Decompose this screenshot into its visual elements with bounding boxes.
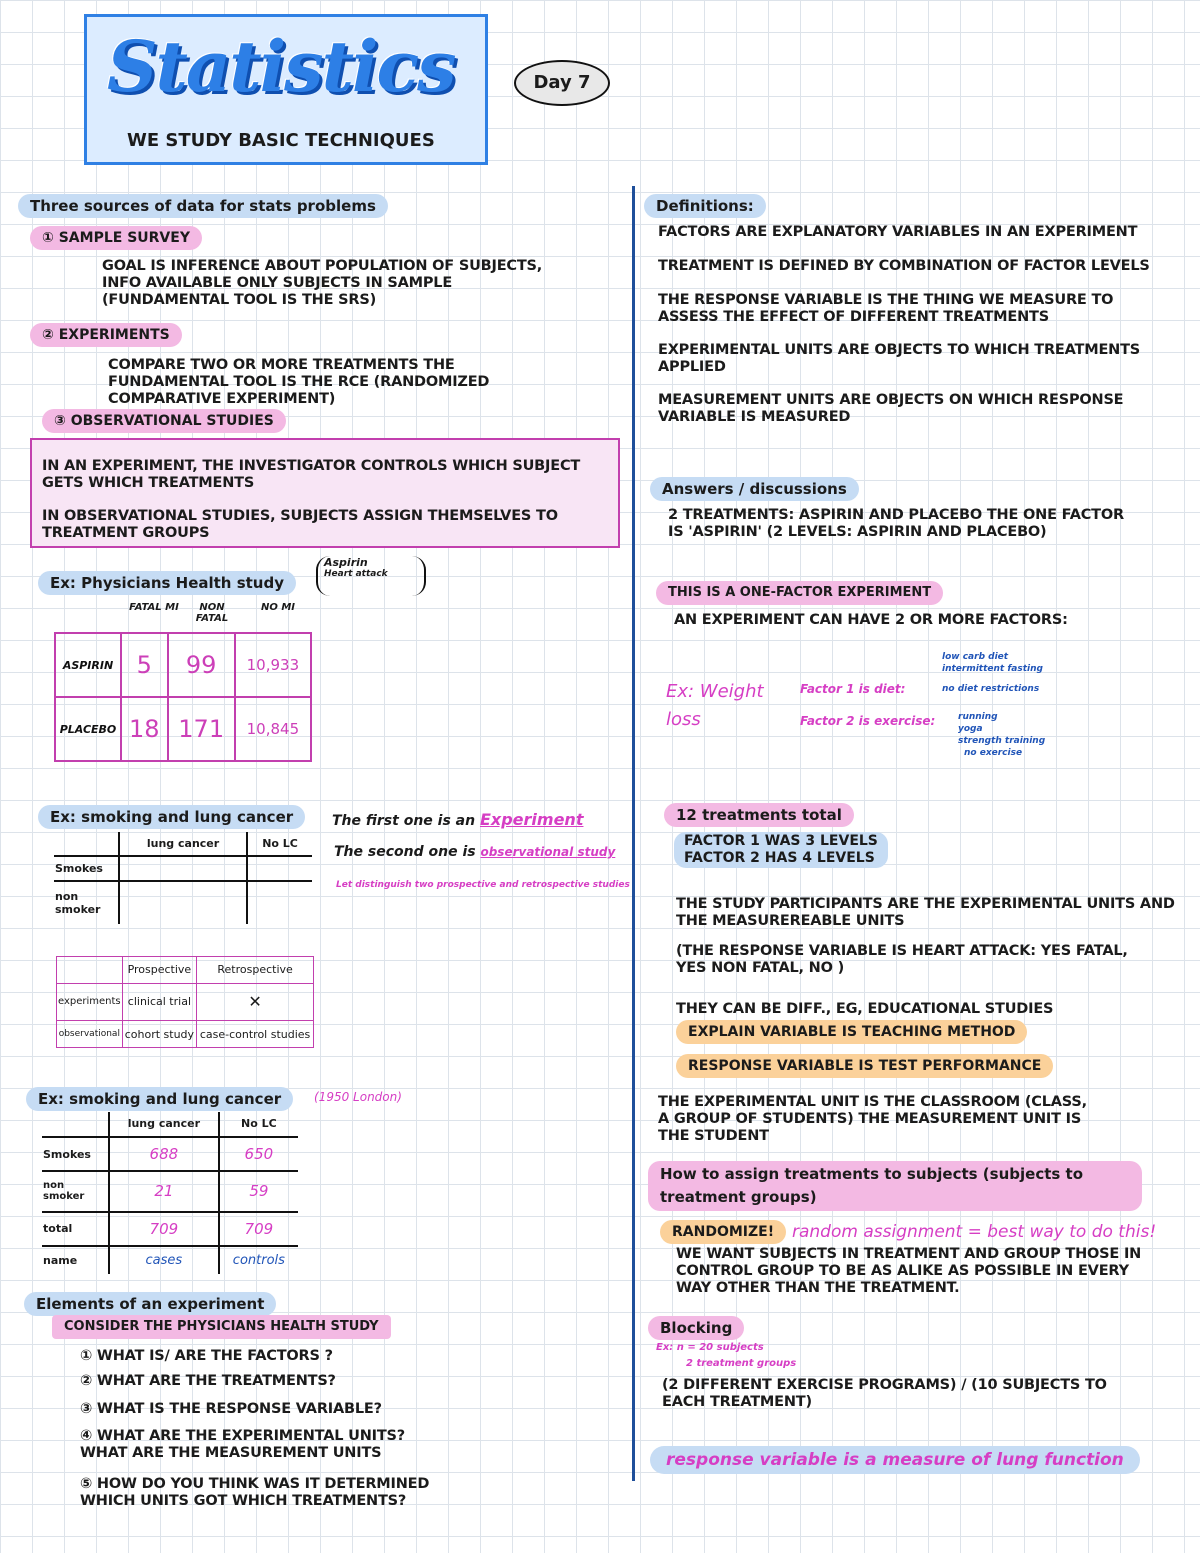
smoke1-note-1 xyxy=(332,810,583,829)
pr-row-label: experiments xyxy=(57,983,123,1020)
smoke2-row-label: name xyxy=(42,1246,109,1274)
smoke2-cell: 650 xyxy=(219,1137,298,1171)
factor1-label: Factor 1 is diet: xyxy=(800,682,906,696)
physicians-note xyxy=(316,556,426,596)
factor-levels-1: FACTOR 1 WAS 3 LEVELS xyxy=(684,833,878,849)
definition-5: MEASUREMENT UNITS ARE OBJECTS ON WHICH RESPONSE VARIABLE IS MEASURED xyxy=(658,392,1124,425)
prospective-table xyxy=(56,956,314,1048)
blocking-heading: Blocking xyxy=(648,1316,744,1340)
smoke2-cell: controls xyxy=(219,1246,298,1274)
random-note: random assignment = best way to do this! xyxy=(792,1222,1157,1242)
phys-cell: 99 xyxy=(168,633,235,697)
smoke2-cell: 59 xyxy=(219,1171,298,1212)
lung-note: response variable is a measure of lung function xyxy=(650,1446,1140,1474)
smoke1-note-2b: observational study xyxy=(480,845,616,859)
factor2-level-3: strength training xyxy=(958,736,1046,746)
definition-1: FACTORS ARE EXPLANATORY VARIABLES IN AN EXPERIMENT xyxy=(658,224,1138,240)
table-row xyxy=(57,1021,314,1048)
phys-row-label: PLACEBO xyxy=(55,697,121,761)
table-row xyxy=(54,881,312,924)
smoking1-heading: Ex: smoking and lung cancer xyxy=(38,805,305,829)
pr-cell: cohort study xyxy=(122,1021,196,1048)
factor2-label: Factor 2 is exercise: xyxy=(800,714,936,728)
response-text: (THE RESPONSE VARIABLE IS HEART ATTACK: YES FATAL, YES NON FATAL, NO ) xyxy=(676,943,1128,976)
table-row xyxy=(42,1137,298,1171)
factor-levels-box xyxy=(674,832,888,868)
table-row xyxy=(55,633,311,697)
phys-col-2: NO MI xyxy=(260,602,296,613)
question-4: ④ WHAT ARE THE EXPERIMENTAL UNITS? WHAT ARE THE MEASUREMENT UNITS xyxy=(80,1428,405,1461)
survey-label: ① SAMPLE SURVEY xyxy=(30,226,202,250)
phys-cell: 18 xyxy=(121,697,168,761)
answers-text: 2 TREATMENTS: ASPIRIN AND PLACEBO THE ONE FACTOR IS 'ASPIRIN' (2 LEVELS: ASPIRIN AND PLACEBO) xyxy=(668,507,1124,540)
table-row xyxy=(57,983,314,1020)
definition-3: THE RESPONSE VARIABLE IS THE THING WE MEASURE TO ASSESS THE EFFECT OF DIFFERENT TREATMENTS xyxy=(658,292,1114,325)
smoke1-col: No LC xyxy=(247,832,312,856)
smoke1-note-2 xyxy=(334,844,615,860)
pr-row-label: observational xyxy=(57,1021,123,1048)
smoking1-table xyxy=(54,832,312,924)
phys-cell: 5 xyxy=(121,633,168,697)
smoke2-row-label: Smokes xyxy=(42,1137,109,1171)
can-be-diff: THEY CAN BE DIFF., EG, EDUCATIONAL STUDIES xyxy=(676,1001,1054,1017)
title-box xyxy=(84,14,488,165)
factor2-level-2: yoga xyxy=(958,724,983,734)
experiments-text: COMPARE TWO OR MORE TREATMENTS THE FUNDAMENTAL TOOL IS THE RCE (RANDOMIZED COMPARATIVE EXPERIMENT) xyxy=(108,357,490,407)
phys-col-0: FATAL MI xyxy=(129,602,179,613)
smoking2-heading: Ex: smoking and lung cancer xyxy=(26,1087,293,1111)
pr-col: Prospective xyxy=(122,957,196,984)
box-text-experiment: IN AN EXPERIMENT, THE INVESTIGATOR CONTROLS WHICH SUBJECT GETS WHICH TREATMENTS xyxy=(42,458,581,491)
smoking2-table xyxy=(42,1112,298,1274)
factor2-level-4: no exercise xyxy=(964,748,1023,758)
factor1-level-1: low carb diet xyxy=(942,652,1009,662)
smoke2-row-label: total xyxy=(42,1212,109,1246)
smoke2-cell: cases xyxy=(109,1246,219,1274)
unit-text: THE EXPERIMENTAL UNIT IS THE CLASSROOM (CLASS, A GROUP OF STUDENTS) THE MEASUREMENT UNIT IS THE STUDENT xyxy=(658,1094,1087,1144)
smoke2-cell: 709 xyxy=(219,1212,298,1246)
phys-col-1: NON FATAL xyxy=(195,602,229,624)
experiments-label: ② EXPERIMENTS xyxy=(30,323,182,347)
page-title: Statistics xyxy=(107,25,455,108)
question-3: ③ WHAT IS THE RESPONSE VARIABLE? xyxy=(80,1401,382,1417)
smoke1-note-1a: The first one is an xyxy=(332,813,476,829)
pr-cell: ✕ xyxy=(197,983,314,1020)
day-badge: Day 7 xyxy=(514,60,610,106)
table-row xyxy=(42,1171,298,1212)
weight-label: Ex: Weight loss xyxy=(666,681,764,730)
blocking-note-1: Ex: n = 20 subjects xyxy=(656,1342,764,1353)
smoke2-row-label: non smoker xyxy=(42,1171,109,1212)
pr-cell: clinical trial xyxy=(122,983,196,1020)
phys-row-label: ASPIRIN xyxy=(55,633,121,697)
treatments-total: 12 treatments total xyxy=(664,803,854,827)
question-5: ⑤ HOW DO YOU THINK WAS IT DETERMINED WHICH UNITS GOT WHICH TREATMENTS? xyxy=(80,1476,430,1509)
smoke1-note-2a: The second one is xyxy=(334,844,476,860)
factor1-level-3: no diet restrictions xyxy=(942,684,1040,694)
table-row xyxy=(42,1212,298,1246)
blocking-note-2: 2 treatment groups xyxy=(686,1358,797,1369)
smoke2-col: lung cancer xyxy=(109,1112,219,1137)
smoke1-col: lung cancer xyxy=(119,832,247,856)
blocking-text: (2 DIFFERENT EXERCISE PROGRAMS) / (10 SUBJECTS TO EACH TREATMENT) xyxy=(662,1377,1107,1410)
table-row xyxy=(42,1246,298,1274)
table-row xyxy=(42,1112,298,1137)
factor2-level-1: running xyxy=(958,712,998,722)
smoke1-row-label: non smoker xyxy=(54,881,119,924)
assign-heading: How to assign treatments to subjects (subjects to treatment groups) xyxy=(648,1161,1142,1211)
smoke2-cell: 21 xyxy=(109,1171,219,1212)
physicians-table xyxy=(54,632,312,762)
factor-levels-2: FACTOR 2 HAS 4 LEVELS xyxy=(684,850,875,866)
smoke2-cell: 709 xyxy=(109,1212,219,1246)
consider-label: CONSIDER THE PHYSICIANS HEALTH STUDY xyxy=(52,1315,391,1339)
phys-cell: 10,933 xyxy=(235,633,311,697)
definition-4: EXPERIMENTAL UNITS ARE OBJECTS TO WHICH TREATMENTS APPLIED xyxy=(658,342,1141,375)
phys-cell: 10,845 xyxy=(235,697,311,761)
physicians-note-aspirin: Aspirin xyxy=(324,556,368,569)
table-row xyxy=(55,697,311,761)
participants-text: THE STUDY PARTICIPANTS ARE THE EXPERIMENTAL UNITS AND THE MEASUREREABLE UNITS xyxy=(676,896,1175,929)
answers-heading: Answers / discussions xyxy=(650,477,859,501)
survey-text: GOAL IS INFERENCE ABOUT POPULATION OF SUBJECTS, INFO AVAILABLE ONLY SUBJECTS IN SAMPLE (FUNDAMENTAL TOOL IS THE SRS) xyxy=(102,258,543,308)
comparison-box xyxy=(30,438,620,548)
table-row xyxy=(54,856,312,881)
explain-label: EXPLAIN VARIABLE IS TEACHING METHOD xyxy=(676,1020,1027,1044)
question-2: ② WHAT ARE THE TREATMENTS? xyxy=(80,1373,336,1389)
observational-label: ③ OBSERVATIONAL STUDIES xyxy=(42,409,286,433)
physicians-note-heart: Heart attack xyxy=(324,569,388,579)
smoke1-row-label: Smokes xyxy=(54,856,119,881)
table-row xyxy=(54,832,312,856)
smoke2-col: No LC xyxy=(219,1112,298,1137)
smoke1-note-3: Let distinguish two prospective and retrospective studies xyxy=(336,880,630,890)
physicians-heading: Ex: Physicians Health study xyxy=(38,571,296,595)
definitions-heading: Definitions: xyxy=(644,194,766,218)
sources-heading: Three sources of data for stats problems xyxy=(18,194,388,218)
randomize-text: WE WANT SUBJECTS IN TREATMENT AND GROUP THOSE IN CONTROL GROUP TO BE AS ALIKE AS POSSIBLE IN EVERY WAY OTHER THAN THE TREATMENT. xyxy=(676,1246,1142,1296)
factor1-level-2: intermittent fasting xyxy=(942,664,1043,674)
page-subtitle: WE STUDY BASIC TECHNIQUES xyxy=(127,130,435,151)
box-text-observational: IN OBSERVATIONAL STUDIES, SUBJECTS ASSIGN THEMSELVES TO TREATMENT GROUPS xyxy=(42,508,558,541)
response-label: RESPONSE VARIABLE IS TEST PERFORMANCE xyxy=(676,1054,1053,1078)
column-divider xyxy=(632,186,635,1481)
question-1: ① WHAT IS/ ARE THE FACTORS ? xyxy=(80,1348,333,1364)
pr-cell: case-control studies xyxy=(197,1021,314,1048)
smoke1-note-1b: Experiment xyxy=(479,810,584,829)
smoke2-cell: 688 xyxy=(109,1137,219,1171)
phys-cell: 171 xyxy=(168,697,235,761)
one-factor-label: THIS IS A ONE-FACTOR EXPERIMENT xyxy=(656,581,943,605)
smoking2-note: (1950 London) xyxy=(314,1090,402,1104)
randomize-label: RANDOMIZE! xyxy=(660,1220,786,1244)
pr-col: Retrospective xyxy=(197,957,314,984)
elements-heading: Elements of an experiment xyxy=(24,1292,276,1316)
can-have-text: AN EXPERIMENT CAN HAVE 2 OR MORE FACTORS: xyxy=(674,612,1068,628)
table-row xyxy=(57,957,314,984)
definition-2: TREATMENT IS DEFINED BY COMBINATION OF FACTOR LEVELS xyxy=(658,258,1150,274)
